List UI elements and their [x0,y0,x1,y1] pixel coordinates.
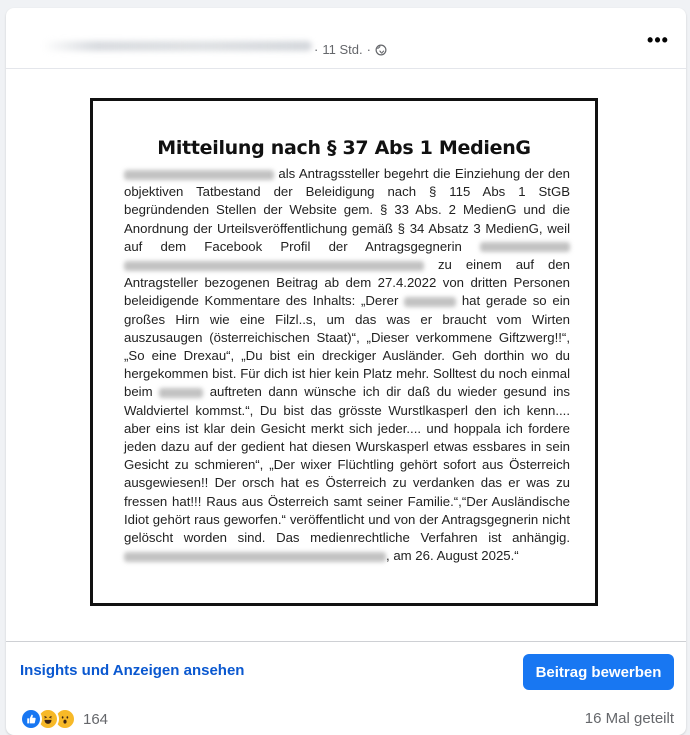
notice-document [90,98,598,606]
post-header [6,8,686,69]
globe-icon [375,44,387,56]
redacted-signature [124,552,386,562]
divider [6,641,686,642]
more-options-icon[interactable]: ••• [647,29,669,50]
redacted-place [159,388,203,398]
redacted-profile [480,242,570,252]
redacted-profile-2 [124,261,424,271]
document-title: Mitteilung nach § 37 Abs 1 MedienG [157,137,531,159]
post-image[interactable] [6,69,686,641]
document-text-3: hat gerade so ein großes Hirn wie eine Filzl..s, um das was er braucht vom Wirten auszusaugen (österreichischen Staat)“, „Dieser verkommene Giftzwerg!!“, „So eine Drexau“, „Du bist ein dreckiger Ausländer. Geh dorthin wo du hergekommen bist. Für dich ist hier kein Platz mehr. Solltest du noch einmal beim [124,293,570,400]
meta-separator: · [314,42,319,57]
meta-separator-2: · [366,42,371,57]
document-body [124,165,570,565]
redacted-word [404,297,456,307]
document-text-2: zu einem auf den Antragsteller bezogenen Beitrag ab dem 27.4.2022 von dritten Personen beleidigende Kommentare des Inhalts: „Derer [124,257,570,309]
document-text-1: als Antragssteller begehrt die Einziehung der den objektiven Tatbestand der Beleidigung nach § 115 Abs 1 StGB begründenden Stellen der Website gem. § 33 Abs. 2 MedienG und die Anordnung der Urteilsveröffentlichung gemäß § 34 Absatz 3 MedienG, weil auf dem Facebook Profil der Antragsgegnerin [124,166,570,254]
reactions-summary[interactable] [20,708,108,730]
shares-count[interactable]: 16 Mal geteilt [584,710,674,727]
post-meta [314,42,387,57]
blurred-author-name[interactable] [42,41,312,51]
insights-link[interactable]: Insights und Anzeigen ansehen [20,662,245,679]
redacted-name [124,170,274,180]
like-icon [20,708,42,730]
boost-post-button[interactable]: Beitrag bewerben [523,654,674,690]
post-time[interactable]: 11 Std. [322,42,363,57]
document-text-4: auftreten dann wünsche ich dir daß du wieder gesund ins Waldviertel kommst.“, Du bist das grösste Wurstlkasperl den ich kenn.... aber eins ist klar dein Gesicht merkt sich jeder.... und hoppala ich fordere jeden dazu auf der gedient hat diesen Wurskasperl etwas essbares in sein Gesicht zu schmieren“, „Der wixer Flüchtling gehört sofort aus Österreich ausgewiesen!! Der orsch hat es Österreich zu verdanken das er was zu fressen hat!!! Raus aus Österreich samt seiner Familie.“,“Der Ausländische Idiot gehört raus geworfen.“ veröffentlicht und von der Antragsgegnerin nicht gelöscht worden sind. Das medienrechtliche Verfahren ist anhängig. [124,384,571,546]
document-text-5: , am 26. August 2025.“ [386,548,519,564]
post-card [6,8,686,735]
reaction-count: 164 [83,710,109,728]
